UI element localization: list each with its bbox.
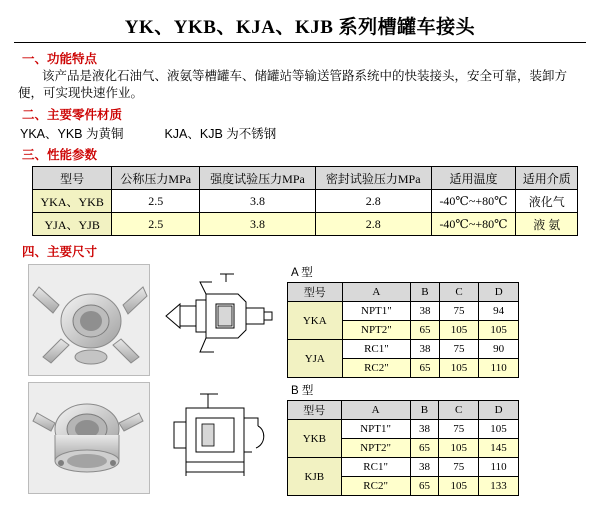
dim-a-cell: NPT2"	[342, 321, 411, 340]
spec-cell: 2.5	[112, 190, 200, 213]
section-3-heading: 三、性能参数	[22, 148, 98, 162]
spec-header-cell: 型号	[33, 167, 112, 190]
dim-a-cell: RC1"	[342, 340, 411, 359]
dim-b-cell: 75	[439, 420, 479, 439]
dim-a-model: YJA	[288, 340, 343, 378]
dim-a-header-cell: B	[411, 283, 439, 302]
row-type-a	[10, 264, 590, 378]
dim-b-cell: NPT2"	[341, 439, 410, 458]
dim-b-header-cell: D	[479, 401, 519, 420]
coupling-drawing-b	[160, 382, 275, 492]
dim-table-a-label: A 型	[291, 267, 313, 279]
dim-a-cell: 105	[479, 321, 519, 340]
dim-a-cell: 38	[411, 340, 439, 359]
spec-cell: YKA、YKB	[33, 190, 112, 213]
dim-a-cell: 105	[439, 359, 479, 378]
section-2-heading: 二、主要零件材质	[22, 108, 123, 122]
spec-cell: 液化气	[516, 190, 578, 213]
dim-b-cell: 145	[479, 439, 519, 458]
dim-b-cell: 110	[479, 458, 519, 477]
dim-b-cell: 38	[410, 420, 439, 439]
dim-a-cell: 94	[479, 302, 519, 321]
spec-table	[32, 166, 578, 236]
material-brass: YKA、YKB 为黄铜	[20, 127, 124, 141]
dim-table-b-wrap	[287, 382, 590, 496]
dim-a-cell: 75	[439, 340, 479, 359]
dim-b-cell: RC2"	[341, 477, 410, 496]
dim-a-cell: 90	[479, 340, 519, 359]
dim-a-model: YKA	[288, 302, 343, 340]
dim-table-a-wrap	[287, 264, 590, 378]
spec-cell: 3.8	[200, 213, 316, 236]
dim-b-header-cell: A	[341, 401, 410, 420]
dim-table-b-label: B 型	[291, 385, 314, 397]
dim-b-cell: 133	[479, 477, 519, 496]
spec-cell: 液 氨	[516, 213, 578, 236]
spec-header-cell: 密封试验压力MPa	[315, 167, 431, 190]
dim-b-header-cell: C	[439, 401, 479, 420]
dim-a-cell: 65	[411, 321, 439, 340]
coupling-photo-b	[28, 382, 150, 494]
dim-b-cell: NPT1"	[341, 420, 410, 439]
coupling-photo-a	[28, 264, 150, 376]
section-1-text: 该产品是液化石油气、液氨等槽罐车、储罐站等输送管路系统中的快装接头，安全可靠，装卸方便，可实现快速作业。	[18, 69, 568, 100]
dim-table-a	[287, 282, 519, 378]
spec-cell: 2.8	[315, 190, 431, 213]
dim-b-cell: 105	[439, 477, 479, 496]
material-stainless: KJA、KJB 为不锈钢	[164, 127, 277, 141]
dim-b-header-cell: 型号	[288, 401, 342, 420]
spec-header-cell: 适用温度	[431, 167, 516, 190]
dim-b-cell: RC1"	[341, 458, 410, 477]
dim-a-cell: NPT1"	[342, 302, 411, 321]
dim-b-model: KJB	[288, 458, 342, 496]
dim-a-cell: 75	[439, 302, 479, 321]
table-row	[33, 213, 578, 236]
dim-b-cell: 38	[410, 458, 439, 477]
dim-a-cell: 65	[411, 359, 439, 378]
dim-a-cell: 38	[411, 302, 439, 321]
table-row	[288, 420, 519, 439]
coupling-drawing-a	[160, 264, 275, 374]
dim-b-cell: 105	[479, 420, 519, 439]
dim-b-cell: 75	[439, 458, 479, 477]
spec-header-cell: 适用介质	[516, 167, 578, 190]
spec-header-cell: 公称压力MPa	[112, 167, 200, 190]
spec-cell: -40℃~+80℃	[431, 190, 516, 213]
dim-a-header-cell: C	[439, 283, 479, 302]
dim-b-header-row	[288, 401, 519, 420]
dim-b-cell: 65	[410, 439, 439, 458]
dim-a-cell: 105	[439, 321, 479, 340]
spec-cell: -40℃~+80℃	[431, 213, 516, 236]
section-4-heading: 四、主要尺寸	[22, 245, 98, 259]
spec-cell: 2.5	[112, 213, 200, 236]
dim-b-header-cell: B	[410, 401, 439, 420]
title-divider	[14, 42, 586, 43]
dim-a-header-cell: D	[479, 283, 519, 302]
dim-a-cell: 110	[479, 359, 519, 378]
dim-a-cell: RC2"	[342, 359, 411, 378]
spec-cell: 3.8	[200, 190, 316, 213]
spec-cell: YJA、YJB	[33, 213, 112, 236]
dim-a-header-cell: 型号	[288, 283, 343, 302]
dim-b-model: YKB	[288, 420, 342, 458]
dim-table-b	[287, 400, 519, 496]
spec-table-header-row	[33, 167, 578, 190]
row-type-b	[10, 382, 590, 496]
dim-b-cell: 65	[410, 477, 439, 496]
table-row	[288, 302, 519, 321]
spec-header-cell: 强度试验压力MPa	[200, 167, 316, 190]
dim-a-header-cell: A	[342, 283, 411, 302]
table-row	[288, 340, 519, 359]
section-1-heading: 一、功能特点	[22, 52, 98, 66]
dim-a-header-row	[288, 283, 519, 302]
spec-cell: 2.8	[315, 213, 431, 236]
table-row	[288, 458, 519, 477]
material-line	[20, 124, 590, 142]
dim-b-cell: 105	[439, 439, 479, 458]
page-title: YK、YKB、KJA、KJB 系列槽罐车接头	[124, 17, 476, 38]
dimensions-layout	[10, 264, 590, 496]
table-row	[33, 190, 578, 213]
